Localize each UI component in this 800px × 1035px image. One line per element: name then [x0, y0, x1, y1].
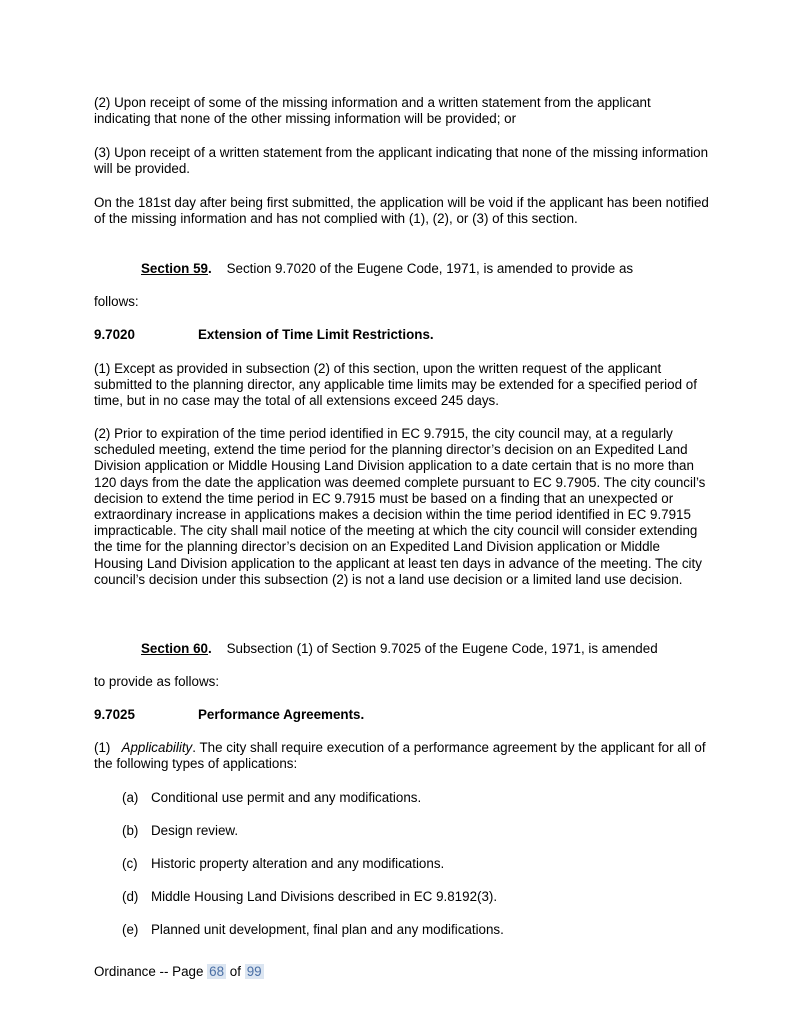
- footer-total-pages: 99: [246, 964, 262, 979]
- section-59-continuation: follows:: [94, 294, 139, 309]
- list-item-e: [122, 922, 710, 938]
- section-59-label: Section 59: [141, 261, 208, 276]
- subsection-1-text: . The city shall require execution of a performance agreement by the applicant for all of the following types of applications:: [94, 740, 706, 772]
- section-60-label: Section 60: [141, 641, 208, 656]
- section-59-heading: Section 59. Section 9.7020 of the Eugene Code, 1971, is amended to provide as: [141, 261, 634, 276]
- code-9-7025-title: Performance Agreements.: [198, 707, 365, 722]
- paragraph-181st-day: On the 181st day after being first submitted, the application will be void if the applicant has been notified of the missing information and has not complied with (1), (2), or (3) of this section.: [94, 195, 709, 227]
- list-item-label: (c): [122, 856, 138, 871]
- applicability-term: Applicability: [121, 740, 193, 755]
- code-9-7020-subsection-2: (2) Prior to expiration of the time period identified in EC 9.7915, the city council may, at a regularly scheduled meeting, extend the time period for the planning director’s decision on an Expedited Land Division application or Middle Housing Land Division application to a date certain that is no more than 120 days from the date the application was deemed complete pursuant to EC 9.7905. The city council’s decision to extend the time period in EC 9.7915 must be based on a finding that an unexpected or extraordinary increase in applications makes a decision within the time period identified in EC 9.7915 impracticable. The city shall mail notice of the meeting at which the city council will consider extending the time for the planning director’s decision on an Expedited Land Division application or Middle Housing Land Division application to the applicant at least ten days in advance of the meeting. The city council’s decision under this subsection (2) is not a land use decision or a limited land use decision.: [94, 426, 706, 587]
- code-9-7025-subsection-1: [94, 740, 710, 772]
- list-item-text: Conditional use permit and any modifications.: [151, 790, 422, 805]
- list-item-a: [122, 790, 710, 806]
- list-item-text: Middle Housing Land Divisions described in EC 9.8192(3).: [151, 889, 498, 904]
- code-9-7020-subsection-1: (1) Except as provided in subsection (2) of this section, upon the written request of the applicant submitted to the planning director, any applicable time limits may be extended for a specified period of time, but in no case may the total of all extensions exceed 245 days.: [94, 361, 697, 409]
- section-60-continuation: to provide as follows:: [94, 674, 220, 689]
- code-9-7025-heading: [94, 707, 710, 723]
- list-item-c: [122, 856, 710, 872]
- code-9-7025-number: 9.7025: [94, 707, 135, 722]
- list-item-text: Historic property alteration and any modifications.: [151, 856, 445, 871]
- list-item-d: [122, 889, 710, 905]
- footer-prefix: Ordinance -- Page: [94, 964, 204, 979]
- list-item-label: (d): [122, 889, 139, 904]
- footer-page-number: 68: [209, 964, 225, 979]
- list-item-text: Design review.: [151, 823, 239, 838]
- list-item-text: Planned unit development, final plan and any modifications.: [151, 922, 504, 937]
- section-60-text: Subsection (1) of Section 9.7025 of the Eugene Code, 1971, is amended: [226, 641, 658, 656]
- paragraph-item-3: (3) Upon receipt of a written statement from the applicant indicating that none of the missing information will be provided.: [94, 145, 709, 177]
- subsection-1-prefix: (1): [94, 740, 122, 755]
- list-item-b: [122, 823, 710, 839]
- code-9-7020-heading: [94, 327, 710, 343]
- list-item-label: (e): [122, 922, 139, 937]
- code-9-7020-title: Extension of Time Limit Restrictions.: [198, 327, 434, 342]
- list-item-label: (b): [122, 823, 139, 838]
- footer-of: of: [229, 964, 241, 979]
- list-item-label: (a): [122, 790, 139, 805]
- paragraph-item-2: (2) Upon receipt of some of the missing information and a written statement from the applicant indicating that none of the other missing information will be provided; or: [94, 95, 651, 127]
- section-60-heading: Section 60. Subsection (1) of Section 9.7025 of the Eugene Code, 1971, is amended: [141, 641, 658, 656]
- code-9-7020-number: 9.7020: [94, 327, 135, 342]
- section-59-text: Section 9.7020 of the Eugene Code, 1971, is amended to provide as: [226, 261, 634, 276]
- page-footer: [94, 964, 710, 980]
